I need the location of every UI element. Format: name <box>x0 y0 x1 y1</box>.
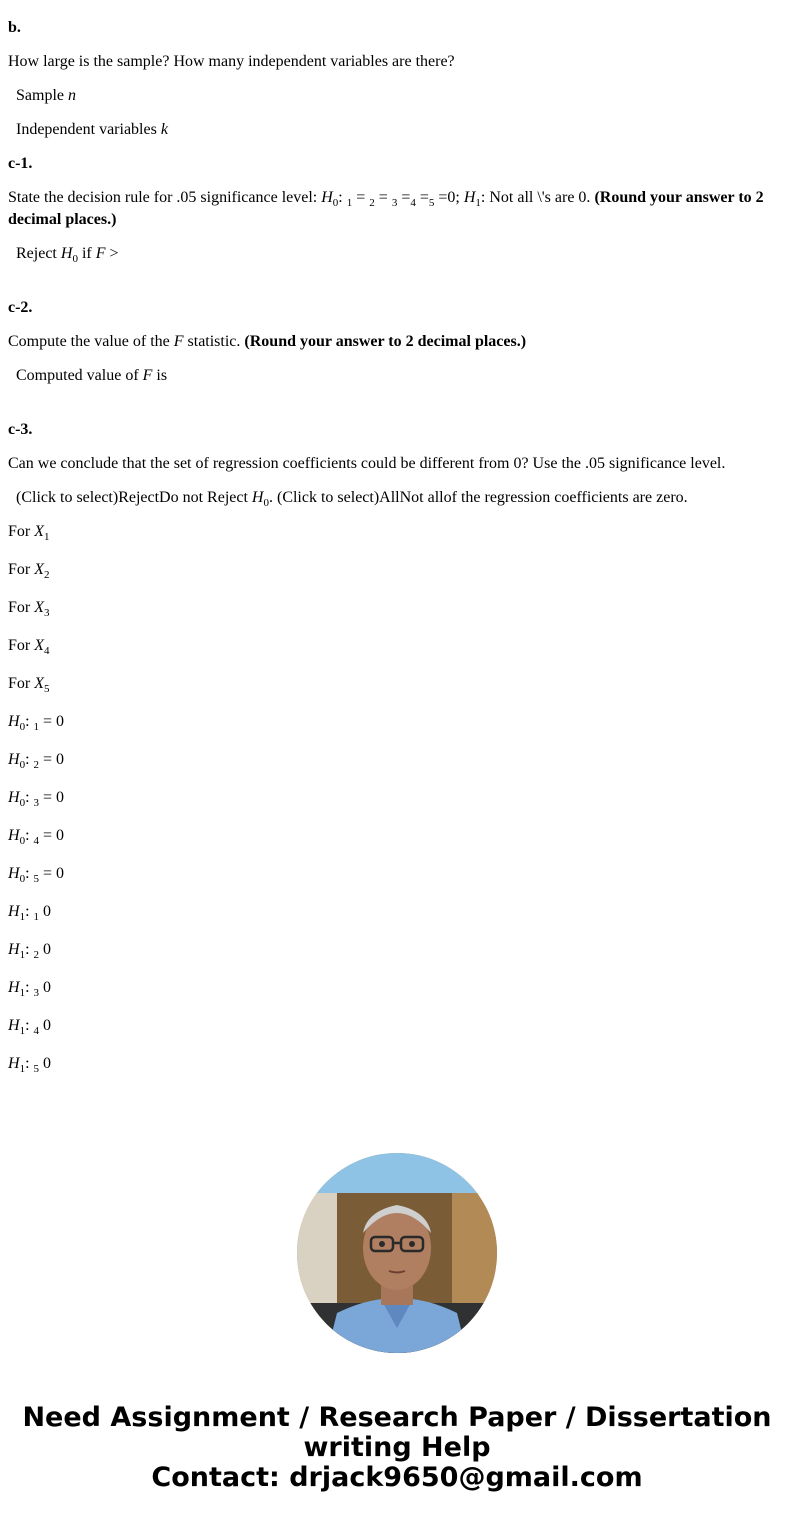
computed-f-row: Computed value of F is <box>16 367 168 384</box>
question-b: How large is the sample? How many independent variables are there? <box>8 53 455 70</box>
h0-beta5: $H_0$: $_5$ = 0 <box>8 865 65 885</box>
for-x5: For $X_5$ <box>8 675 50 695</box>
all-select[interactable]: . (Click to select)AllNot all <box>268 489 444 506</box>
heading-c2: c-2. <box>8 299 33 316</box>
contact-email: Contact: drjack9650@gmail.com <box>151 1462 643 1493</box>
compute-f-statement: Compute the value of the F statistic. (Round your answer to 2 decimal places.) <box>8 333 527 350</box>
banner-line-1: Need Assignment / Research Paper / Dissertation <box>22 1402 772 1433</box>
decision-rule-statement: State the decision rule for .05 significance level: $H_0$: $_1 = _2 = _3 =_4 =_5 =0$; $H_1$: Not all \'s are 0. (Round your answer to 2 decimal places.) <box>8 189 764 228</box>
reject-select[interactable]: (Click to select)RejectDo not Reject <box>16 489 252 506</box>
h0-beta1: $H_0$: $_1$ = 0 <box>8 713 65 733</box>
h0-beta2: $H_0$: $_2$ = 0 <box>8 751 65 771</box>
for-x1: For $X_1$ <box>8 523 50 543</box>
help-banner <box>0 1403 794 1493</box>
author-photo <box>297 1153 497 1353</box>
conclusion-select-row[interactable]: (Click to select)RejectDo not Reject $H_0$. (Click to select)AllNot allof the regression coefficients are zero. <box>16 489 688 509</box>
portrait-illustration <box>297 1153 497 1353</box>
for-x3: For $X_3$ <box>8 599 50 619</box>
heading-b: b. <box>8 19 21 36</box>
round-note-c2: (Round your answer to 2 decimal places.) <box>244 333 527 350</box>
h0-beta4: $H_0$: $_4$ = 0 <box>8 827 65 847</box>
for-x4: For $X_4$ <box>8 637 50 657</box>
h1-beta1: $H_1$: $_1$ 0 <box>8 903 52 923</box>
h0-beta3: $H_0$: $_3$ = 0 <box>8 789 65 809</box>
banner-line-2: writing Help <box>303 1432 491 1463</box>
independent-variables-row: Independent variables k <box>16 121 168 138</box>
for-x2: For $X_2$ <box>8 561 50 581</box>
heading-c3: c-3. <box>8 421 33 438</box>
question-c3: Can we conclude that the set of regression coefficients could be different from 0? Use the .05 significance level. <box>8 455 726 472</box>
round-note-c1: (Round your answer to 2 decimal places.) <box>8 189 764 228</box>
heading-c1: c-1. <box>8 155 33 172</box>
h1-beta4: $H_1$: $_4$ 0 <box>8 1017 52 1037</box>
h1-beta5: $H_1$: $_5$ 0 <box>8 1055 52 1075</box>
reject-rule-row: Reject $H_0$ if F > <box>16 245 119 265</box>
document-body <box>8 17 786 1091</box>
sample-row: Sample n <box>16 87 76 104</box>
h1-beta2: $H_1$: $_2$ 0 <box>8 941 52 961</box>
h1-beta3: $H_1$: $_3$ 0 <box>8 979 52 999</box>
